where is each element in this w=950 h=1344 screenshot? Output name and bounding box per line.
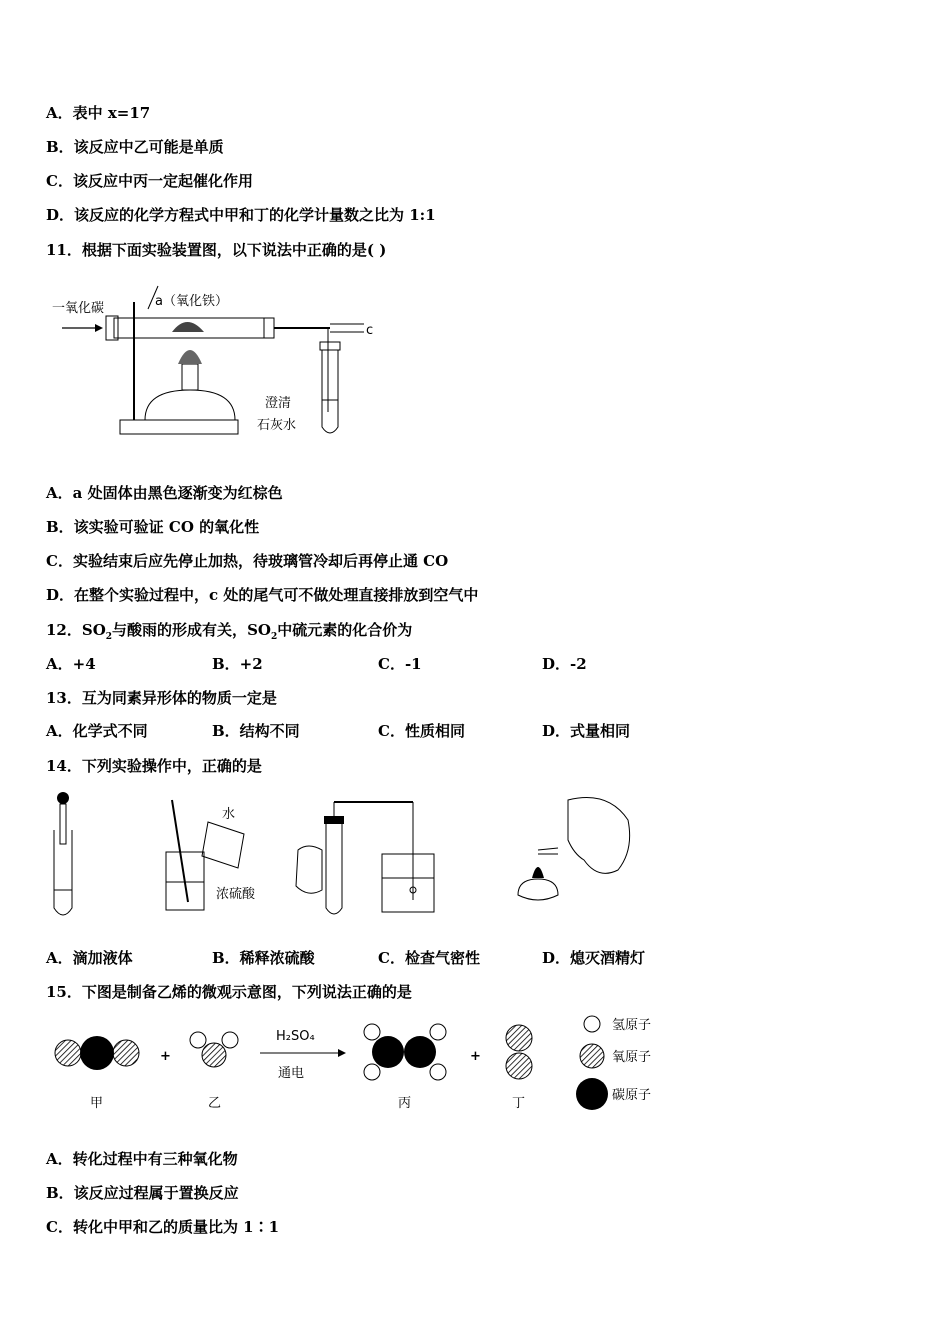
- q13-option-b: B．结构不同: [212, 722, 300, 740]
- ethylene-micro-diagram: [50, 1010, 690, 1120]
- q10-option-d: D．该反应的化学方程式中甲和丁的化学计量数之比为 1:1: [46, 206, 436, 224]
- q11-option-d: D．在整个实验过程中，c 处的尾气可不做处理直接排放到空气中: [46, 586, 479, 604]
- label-bing: 丙: [398, 1096, 412, 1111]
- tail-gas-label-c: c: [366, 323, 374, 338]
- molecule-yi: [190, 1032, 238, 1067]
- q10-option-c: C．该反应中丙一定起催化作用: [46, 172, 253, 190]
- limewater-label-line1: 澄清: [265, 396, 292, 411]
- q14-option-c: C．检查气密性: [378, 949, 480, 967]
- q12-option-d: D．-2: [542, 655, 587, 673]
- q10-option-a: A．表中 x=17: [46, 104, 151, 122]
- q15-option-b: B．该反应过程属于置换反应: [46, 1184, 239, 1202]
- airtight-check-figure: [296, 802, 434, 914]
- limewater-label-line2: 石灰水: [257, 418, 297, 433]
- lab-operations-figure: [48, 790, 648, 925]
- legend-carbon: 碳原子: [612, 1088, 652, 1103]
- condition-h2so4: H₂SO₄: [276, 1029, 315, 1044]
- legend-carbon-symbol: [576, 1078, 608, 1110]
- q12-option-c: C．-1: [378, 655, 422, 673]
- q13-option-d: D．式量相同: [542, 722, 631, 740]
- label-ding: 丁: [512, 1096, 526, 1111]
- co-reduction-apparatus-figure: [50, 272, 380, 447]
- q10-option-b: B．该反应中乙可能是单质: [46, 138, 224, 156]
- q11-option-a: A．a 处固体由黑色逐渐变为红棕色: [46, 484, 283, 502]
- q14-option-d: D．熄灭酒精灯: [542, 949, 646, 967]
- legend-hydrogen-symbol: [584, 1016, 600, 1032]
- q15-option-c: C．转化中甲和乙的质量比为 1∶1: [46, 1218, 280, 1236]
- molecule-jia: [55, 1036, 139, 1070]
- plus-sign-2: +: [470, 1049, 481, 1064]
- acid-label: 浓硫酸: [216, 887, 256, 902]
- molecule-bing: [364, 1024, 446, 1080]
- dropper-figure: [54, 792, 72, 915]
- q14-option-b: B．稀释浓硫酸: [212, 949, 315, 967]
- lamp-blowing-figure: [518, 798, 630, 901]
- dilution-figure: [166, 800, 256, 910]
- q14-option-a: A．滴加液体: [46, 949, 133, 967]
- q12-option-a: A．+4: [46, 655, 96, 673]
- label-jia: 甲: [90, 1096, 104, 1111]
- q11-option-b: B．该实验可验证 CO 的氧化性: [46, 518, 260, 536]
- legend-oxygen: 氧原子: [612, 1050, 652, 1065]
- ferric-oxide-label: a（氧化铁）: [155, 294, 228, 309]
- q15-stem: 15．下图是制备乙烯的微观示意图，下列说法正确的是: [46, 983, 412, 1001]
- water-label: 水: [222, 807, 236, 822]
- legend-oxygen-symbol: [580, 1044, 604, 1068]
- legend-hydrogen: 氢原子: [612, 1018, 652, 1033]
- molecule-ding: [506, 1025, 532, 1079]
- q12-option-b: B．+2: [212, 655, 263, 673]
- q13-stem: 13．互为同素异形体的物质一定是: [46, 689, 277, 707]
- q11-stem: 11．根据下面实验装置图，以下说法中正确的是( ): [46, 241, 387, 259]
- q12-stem: 12．$SO_2$与酸雨的形成有关，$SO_2$中硫元素的化合价为: [46, 621, 413, 642]
- plus-sign-1: +: [160, 1049, 171, 1064]
- q15-option-a: A．转化过程中有三种氧化物: [46, 1150, 238, 1168]
- co-label: 一氧化碳: [52, 301, 105, 316]
- q13-option-a: A．化学式不同: [46, 722, 148, 740]
- q14-stem: 14．下列实验操作中，正确的是: [46, 757, 262, 775]
- label-yi: 乙: [208, 1096, 222, 1111]
- q11-option-c: C．实验结束后应先停止加热，待玻璃管冷却后再停止通 CO: [46, 552, 449, 570]
- condition-electrolysis: 通电: [278, 1066, 305, 1081]
- q13-option-c: C．性质相同: [378, 722, 465, 740]
